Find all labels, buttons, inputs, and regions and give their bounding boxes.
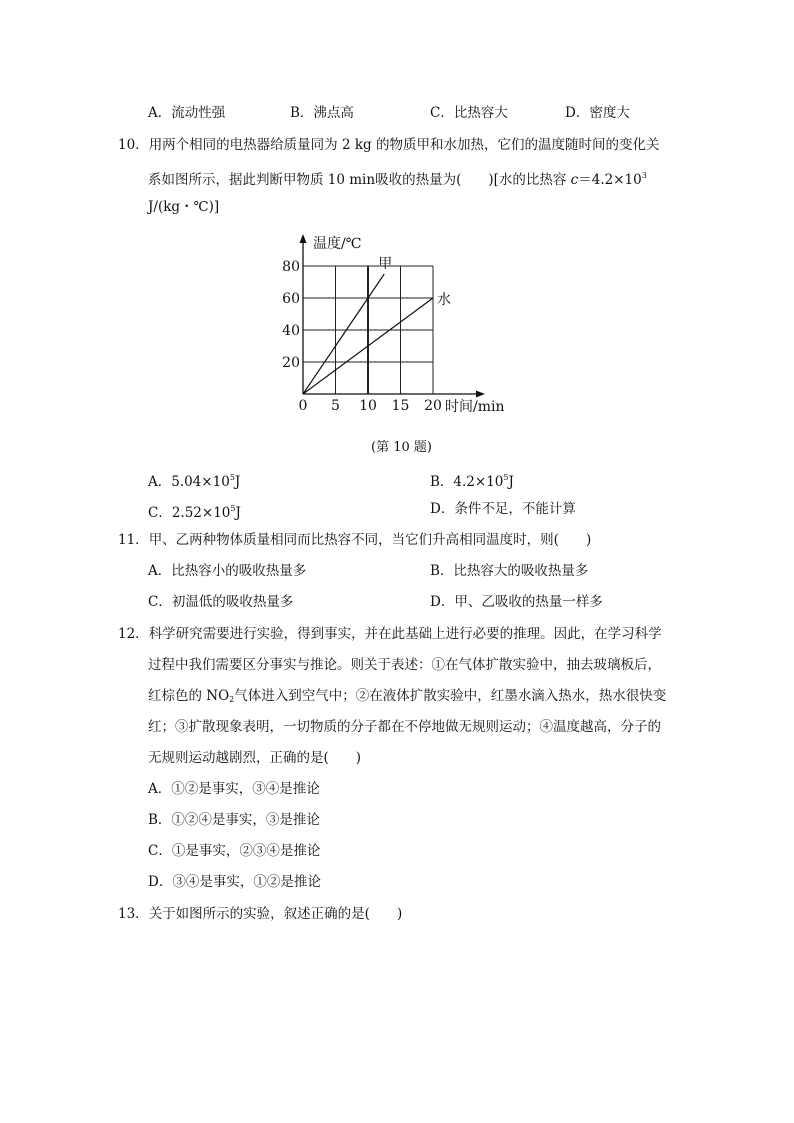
q12-stem-line2: 过程中我们需要区分事实与推论。则关于表述：①在气体扩散实验中，抽去玻璃板后， bbox=[148, 657, 661, 673]
q12-text-1: 科学研究需要进行实验，得到事实，并在此基础上进行必要的推理。因此，在学习科学 bbox=[148, 626, 662, 642]
q12-stem-line3 bbox=[148, 686, 666, 710]
q10-option-d: D．条件不足，不能计算 bbox=[430, 501, 576, 517]
q10-option-c: C．$2.52\times 10^5J$ bbox=[148, 504, 241, 521]
y-tick-label: 40 bbox=[282, 323, 300, 339]
q12-stem-line4: 红；③扩散现象表明，一切物质的分子都在不停地做无规则运动；④温度越高，分子的 bbox=[148, 719, 661, 735]
series-label: 水 bbox=[437, 292, 451, 308]
q10-stem-line3: J/(kg・℃)] bbox=[148, 199, 220, 215]
q10-exponent: 3 bbox=[641, 171, 647, 180]
x-tick-label: 15 bbox=[391, 398, 410, 414]
q13-stem bbox=[118, 904, 402, 924]
q12-option-a: A．①②是事实，③④是推论 bbox=[148, 781, 320, 797]
x-axis-title: 时间/min bbox=[445, 399, 505, 415]
q11-option-a: A．比热容小的吸收热量多 bbox=[148, 563, 307, 579]
q12-text-3b: 气体进入到空气中；②在液体扩散实验中，红墨水滴入热水，热水很快变 bbox=[234, 688, 667, 704]
q10-text-1: 用两个相同的电热器给质量同为 2 kg 的物质甲和水加热，它们的温度随时间的变化关 bbox=[148, 137, 660, 153]
q9-option-a: A．流动性强 bbox=[148, 105, 226, 121]
q11-stem bbox=[118, 530, 591, 550]
q10-text-2: 系如图所示，据此判断甲物质 10 min吸收的热量为( )[水的比热容 bbox=[148, 172, 571, 188]
q10-stem-line1 bbox=[118, 135, 659, 155]
q9-option-d: D．密度大 bbox=[565, 105, 630, 121]
q12-number: 12． bbox=[118, 626, 149, 642]
q11-option-d: D．甲、乙吸收的热量一样多 bbox=[430, 594, 603, 610]
q12-option-b: B．①②④是事实，③是推论 bbox=[148, 812, 320, 828]
x-tick-label: 20 bbox=[424, 398, 442, 414]
q10-option-b: B．$4.2\times 10^5J$ bbox=[430, 473, 514, 490]
q11-number: 11． bbox=[118, 532, 149, 548]
x-tick-label: 10 bbox=[359, 398, 377, 414]
q12-stem-line1 bbox=[118, 624, 662, 644]
q10-var-c: c bbox=[570, 172, 579, 188]
q12-option-c: C．①是事实，②③④是推论 bbox=[148, 843, 321, 859]
y-tick-label: 80 bbox=[282, 259, 300, 275]
q10-text-2b: ＝4.2×10 bbox=[578, 172, 642, 188]
y-axis-arrow bbox=[300, 234, 307, 243]
y-tick-label: 60 bbox=[282, 291, 300, 307]
q9-option-b: B．沸点高 bbox=[290, 105, 354, 121]
q12-subscript: 2 bbox=[229, 695, 235, 704]
y-axis-title: 温度/℃ bbox=[313, 236, 362, 252]
x-axis-arrow bbox=[476, 391, 485, 398]
y-tick-label: 20 bbox=[282, 355, 300, 371]
q10-option-a: A．$5.04\times 10^5J$ bbox=[148, 473, 241, 490]
q13-number: 13． bbox=[118, 906, 149, 922]
q11-option-c: C．初温低的吸收热量多 bbox=[148, 594, 294, 610]
x-tick-label: 5 bbox=[331, 398, 340, 414]
origin-label: 0 bbox=[298, 398, 308, 414]
q9-option-c: C．比热容大 bbox=[430, 105, 508, 121]
q11-text: 甲、乙两种物体质量相同而比热容不同，当它们升高相同温度时，则( ) bbox=[148, 532, 592, 548]
temperature-time-chart bbox=[270, 228, 530, 428]
q13-text: 关于如图所示的实验，叙述正确的是( ) bbox=[148, 906, 403, 922]
q10-figure-caption: (第 10 题) bbox=[371, 440, 432, 455]
q10-stem-line2 bbox=[148, 166, 647, 190]
q12-text-3: 红棕色的 NO bbox=[148, 688, 230, 704]
q12-option-d: D．③④是事实，①②是推论 bbox=[148, 874, 321, 890]
series-line bbox=[303, 274, 384, 394]
q10-number: 10． bbox=[118, 137, 149, 153]
q12-stem-line5: 无规则运动越剧烈，正确的是( ) bbox=[148, 750, 362, 766]
series-label: 甲 bbox=[378, 256, 393, 272]
q11-option-b: B．比热容大的吸收热量多 bbox=[430, 563, 589, 579]
